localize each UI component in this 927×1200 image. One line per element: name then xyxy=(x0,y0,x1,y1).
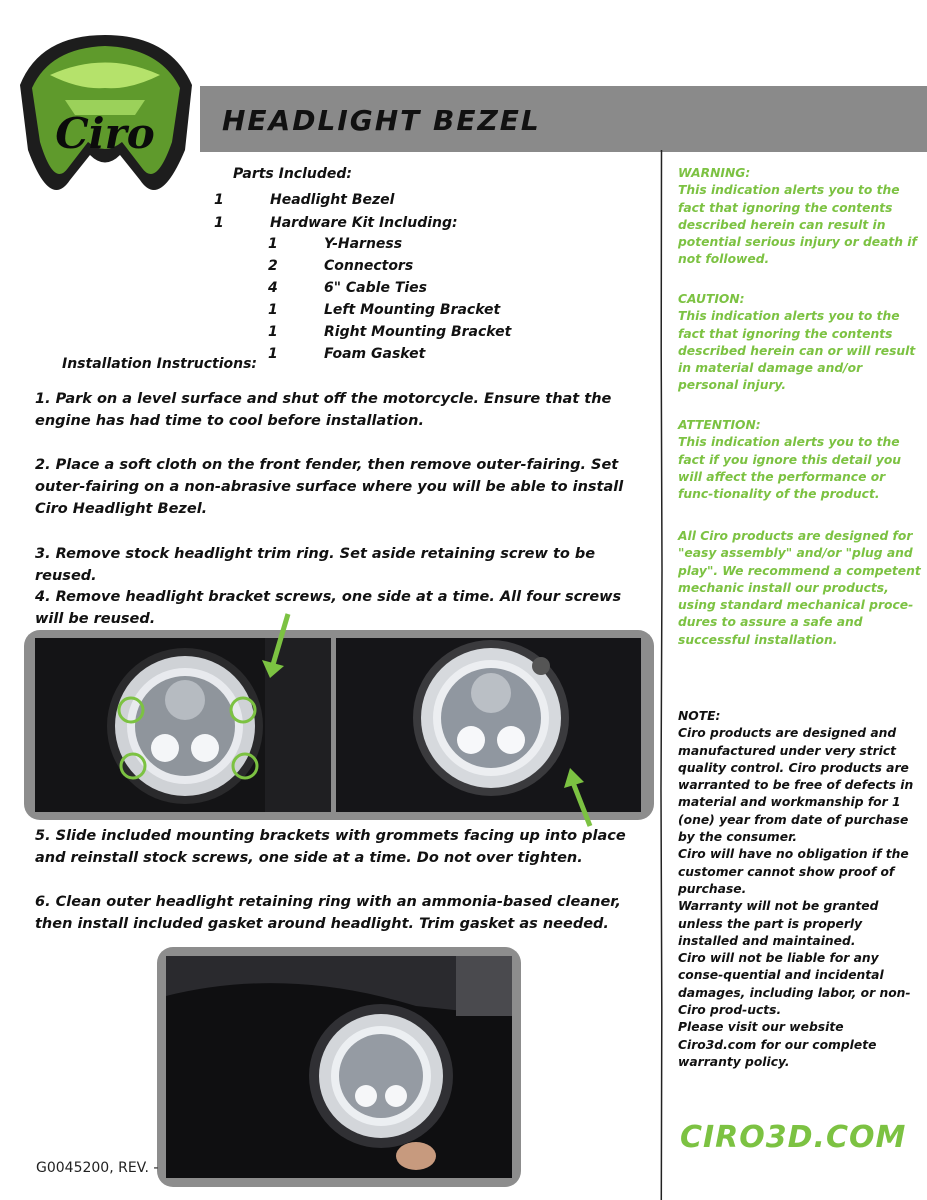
kit-qty: 1 xyxy=(268,324,278,340)
attention-block xyxy=(678,417,923,503)
installation-heading: Installation Instructions: xyxy=(62,356,258,372)
caution-block xyxy=(678,291,923,395)
kit-qty: 1 xyxy=(268,302,278,318)
kit-desc: Right Mounting Bracket xyxy=(324,324,512,340)
photo-frame xyxy=(157,947,521,1187)
step-6: 6. Clean outer headlight retaining ring with an ammonia-based cleaner, then install included gasket around headlight. Trim gasket as needed. xyxy=(35,894,621,932)
note-title: NOTE: xyxy=(678,709,721,723)
note-line: Ciro will have no obligation if the customer cannot show proof of purchase. xyxy=(678,847,909,896)
part-desc: Headlight Bezel xyxy=(270,192,395,208)
ciro-snake-logo xyxy=(10,30,200,215)
caution-text: This indication alerts you to the fact that ignoring the contents described herein can or will result in material damage and/or personal injury. xyxy=(678,309,916,393)
attention-text: This indication alerts you to the fact if you ignore this detail you will affect the performance or func-tionality of the product. xyxy=(678,435,902,502)
kit-desc: 6" Cable Ties xyxy=(324,280,427,296)
logo-text: Ciro xyxy=(55,109,155,158)
note-line: Warranty will not be granted unless the part is properly installed and maintained. xyxy=(678,899,879,948)
note-block xyxy=(678,708,923,1071)
kit-desc: Connectors xyxy=(324,258,414,274)
step-2: 2. Place a soft cloth on the front fender, then remove outer-fairing. Set outer-fairing on a non-abrasive surface where you will be able to install Ciro Headlight Bezel. xyxy=(35,457,624,517)
step-1: 1. Park on a level surface and shut off the motorcycle. Ensure that the engine has had time to cool before installation. xyxy=(35,391,612,429)
attention-title: ATTENTION: xyxy=(678,418,761,432)
warning-title: WARNING: xyxy=(678,166,751,180)
kit-qty: 2 xyxy=(268,258,278,274)
sidebar-divider xyxy=(660,150,663,1200)
photo-frame xyxy=(24,630,654,820)
note-line: Please visit our website Ciro3d.com for our complete warranty policy. xyxy=(678,1020,877,1069)
kit-desc: Foam Gasket xyxy=(324,346,426,362)
note-line: Ciro will not be liable for any conse-quential and incidental damages, including labor, or non-Ciro prod-ucts. xyxy=(678,951,911,1018)
kit-qty: 1 xyxy=(268,236,278,252)
step-4: 4. Remove headlight bracket screws, one side at a time. All four screws will be reused. xyxy=(35,589,622,627)
parts-heading: Parts Included: xyxy=(233,166,352,182)
document-code: G0045200, REV. - xyxy=(36,1160,159,1176)
kit-qty: 1 xyxy=(268,346,278,362)
part-qty: 1 xyxy=(214,192,224,208)
photo-gasket-install xyxy=(166,956,512,1178)
step-3: 3. Remove stock headlight trim ring. Set aside retaining screw to be reused. xyxy=(35,546,596,584)
step-5: 5. Slide included mounting brackets with grommets facing up into place and reinstall stock screws, one side at a time. Do not over tighten. xyxy=(35,828,626,866)
site-logo: CIRO3D.COM xyxy=(680,1120,907,1155)
kit-desc: Y-Harness xyxy=(324,236,403,252)
kit-qty: 4 xyxy=(268,280,278,296)
caution-title: CAUTION: xyxy=(678,292,745,306)
warning-text: This indication alerts you to the fact that ignoring the contents described herein can result in potential serious injury or death if not followed. xyxy=(678,183,917,267)
note-line: Ciro products are designed and manufactured under very strict quality control. Ciro products are warranted to be free of defects in material and workmanship for 1 (one) year from date of purchase by the consumer. xyxy=(678,726,914,845)
assembly-note: All Ciro products are designed for "easy assembly" and/or "plug and play". We recommend a competent mechanic install our products, using standard mechanical proce-dures to assure a safe and successful installation. xyxy=(678,529,921,647)
kit-desc: Left Mounting Bracket xyxy=(324,302,501,318)
part-desc: Hardware Kit Including: xyxy=(270,215,458,231)
arrow-icon xyxy=(562,768,602,830)
arrow-icon xyxy=(258,610,298,680)
warning-block xyxy=(678,165,923,269)
part-qty: 1 xyxy=(214,215,224,231)
page-title: HEADLIGHT BEZEL xyxy=(222,104,541,137)
